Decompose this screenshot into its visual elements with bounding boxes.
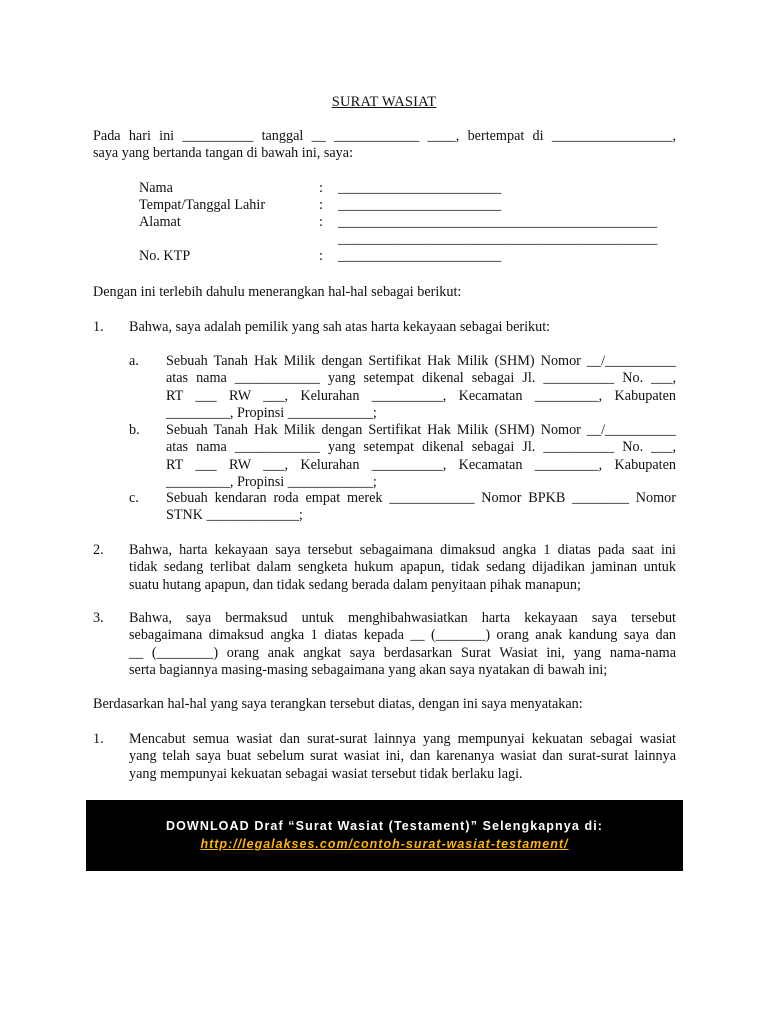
document-title: SURAT WASIAT <box>331 94 437 110</box>
item-number: 1. <box>93 319 104 335</box>
intro-text: Dengan ini terlebih dahulu menerangkan hal-hal sebagai berikut: <box>93 284 462 300</box>
opening-line: Pada hari ini __________ tanggal __ ____________ ____, bertempat di _________________, <box>93 128 676 144</box>
subitem-line: RT ___ RW ___, Kelurahan __________, Kecamatan _________, Kabupaten <box>166 456 676 473</box>
subitem-letter: c. <box>129 490 139 506</box>
declaration-number: 1. <box>93 731 104 747</box>
subitem-line: Sebuah Tanah Hak Milik dengan Sertifikat Hak Milik (SHM) Nomor __/__________ <box>166 422 676 438</box>
subitem-line: _________, Propinsi ____________; <box>166 404 377 421</box>
identity-label: Tempat/Tanggal Lahir <box>139 197 266 213</box>
declaration-text <box>129 731 676 783</box>
identity-label: Alamat <box>139 214 181 230</box>
declaration-line: yang telah saya buat sebelum surat wasiat ini, dan karenanya wasiat dan surat-surat lainnya <box>129 748 676 765</box>
identity-colon: : <box>319 180 323 196</box>
declaration-line: Mencabut semua wasiat dan surat-surat lainnya yang mempunyai kekuatan sebagai wasiat <box>129 731 676 747</box>
identity-blank: _____________________________________________ <box>338 214 658 230</box>
item-number: 2. <box>93 542 104 558</box>
subitem-line: _________, Propinsi ____________; <box>166 473 377 490</box>
subitem-line: Sebuah Tanah Hak Milik dengan Sertifikat Hak Milik (SHM) Nomor __/__________ <box>166 353 676 369</box>
item-line: Bahwa, harta kekayaan saya tersebut sebagaimana dimaksud angka 1 diatas pada saat ini <box>129 542 676 558</box>
item-line: suatu hutang apapun, dan tidak sedang berada dalam penyitaan pihak manapun; <box>129 576 581 593</box>
download-link[interactable]: http://legalakses.com/contoh-surat-wasiat-testament/ <box>200 837 569 851</box>
subitem-line: atas nama ____________ yang setempat dikenal sebagai Jl. __________ No. ___, <box>166 370 676 387</box>
item-text <box>129 319 676 336</box>
subitem-letter: b. <box>129 422 140 438</box>
subitem-text <box>166 490 676 525</box>
item-line: sebagaimana dimaksud angka 1 diatas kepada __ (_______) orang anak kandung saya dan <box>129 627 676 644</box>
opening-paragraph <box>93 128 676 163</box>
subitem-line: RT ___ RW ___, Kelurahan __________, Kecamatan _________, Kabupaten <box>166 387 676 404</box>
download-banner-text: DOWNLOAD Draf “Surat Wasiat (Testament)” Selengkapnya di: <box>165 819 604 833</box>
identity-colon: : <box>319 214 323 230</box>
subitem-line: atas nama ____________ yang setempat dikenal sebagai Jl. __________ No. ___, <box>166 439 676 456</box>
subitem-line: Sebuah kendaran roda empat merek ____________ Nomor BPKB ________ Nomor <box>166 490 676 506</box>
item-number: 3. <box>93 610 104 626</box>
opening-line: saya yang bertanda tangan di bawah ini, saya: <box>93 145 354 162</box>
subitem-letter: a. <box>129 353 139 369</box>
item-line: Bahwa, saya bermaksud untuk menghibahwasiatkan harta kekayaan saya tersebut <box>129 610 676 626</box>
item-line: Bahwa, saya adalah pemilik yang sah atas harta kekayaan sebagai berikut: <box>129 319 551 335</box>
identity-colon: : <box>319 197 323 213</box>
download-banner <box>86 800 683 871</box>
subitem-text <box>166 422 676 491</box>
item-line: tidak sedang terlibat dalam sengketa hukum apapun, tidak sedang dijadikan jaminan untuk <box>129 559 676 576</box>
identity-blank: _______________________ <box>338 180 502 196</box>
identity-blank: _______________________ <box>338 248 502 264</box>
item-line: serta bagiannya masing-masing sebagaimana yang akan saya nyatakan di bawah ini; <box>129 661 608 678</box>
declaration-intro: Berdasarkan hal-hal yang saya terangkan tersebut diatas, dengan ini saya menyatakan: <box>93 696 583 712</box>
declaration-line: yang mempunyai kekuatan sebagai wasiat tersebut tidak berlaku lagi. <box>129 765 523 782</box>
identity-colon: : <box>319 248 323 264</box>
identity-label: No. KTP <box>139 248 191 264</box>
item-text <box>129 610 676 679</box>
subitem-line: STNK _____________; <box>166 507 303 524</box>
identity-blank: _______________________ <box>338 197 502 213</box>
item-text <box>129 542 676 594</box>
subitem-text <box>166 353 676 422</box>
identity-blank: _____________________________________________ <box>338 231 658 247</box>
identity-label: Nama <box>139 180 173 196</box>
item-line: __ (________) orang anak angkat saya berdasarkan Surat Wasiat ini, yang nama-nama <box>129 644 676 661</box>
